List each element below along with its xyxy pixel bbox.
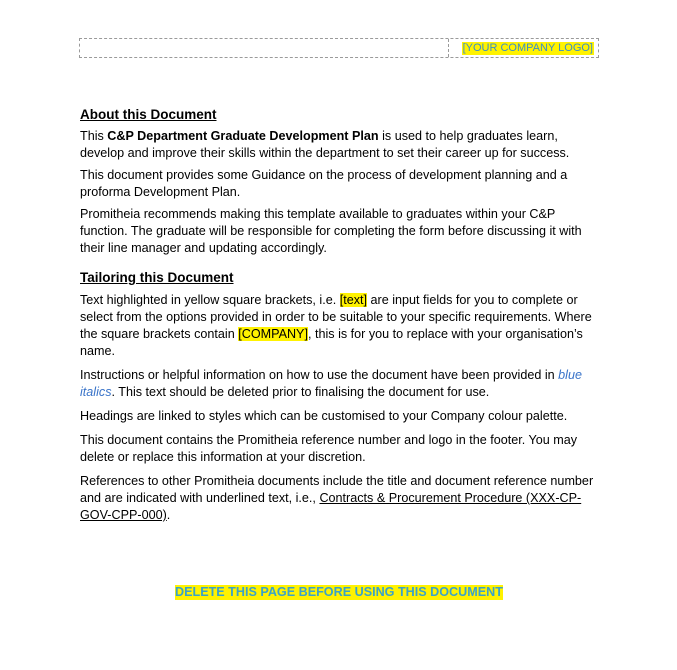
- tailoring-paragraph-1: [80, 292, 600, 360]
- tailoring-paragraph-2: [80, 367, 600, 401]
- about-paragraph-1: [80, 128, 600, 162]
- plan-title: C&P Department Graduate Development Plan: [107, 129, 379, 143]
- tailoring-paragraph-4: This document contains the Promitheia reference number and logo in the footer. You may delete or replace this information at your discretion.: [80, 433, 578, 464]
- tailoring-p1-c: , this is for you to replace with your organisation’s name.: [80, 327, 583, 358]
- tailoring-p2-b: . This text should be deleted prior to finalising the document for use.: [111, 385, 490, 399]
- tailoring-p1-b: are input fields for you to complete or select from the options provided in order to be suitable to your specific requirements. Where the square brackets contain: [80, 293, 592, 341]
- blue-italics-example: blue italics: [80, 368, 582, 399]
- delete-page-notice: DELETE THIS PAGE BEFORE USING THIS DOCUMENT: [175, 585, 503, 599]
- about-p1-prefix: This: [80, 129, 108, 143]
- about-paragraph-2: This document provides some Guidance on the process of development planning and a proforma Development Plan.: [80, 168, 568, 199]
- tailoring-p1-a: Text highlighted in yellow square brackets, i.e.: [80, 293, 340, 307]
- header-table: [79, 38, 599, 58]
- tailoring-paragraph-3: Headings are linked to styles which can be customised to your Company colour palette.: [80, 409, 568, 423]
- text-field-example[interactable]: [text]: [339, 293, 368, 307]
- tailoring-p5-a: References to other Promitheia documents include the title and document reference number and are indicated with underlined text, i.e.,: [80, 474, 594, 505]
- about-paragraph-3: Promitheia recommends making this template available to graduates within your C&P function. The graduate will be responsible for completing the form before discussing it with their line manager and updating accordingly.: [80, 207, 582, 255]
- header-cell-divider: [448, 39, 449, 57]
- about-p1-suffix: is used to help graduates learn, develop and improve their skills within the department to set their career up for success.: [80, 129, 570, 160]
- tailoring-paragraph-5: [80, 473, 600, 524]
- tailoring-p5-b: .: [166, 508, 171, 522]
- document-body: [80, 106, 600, 524]
- company-field-example[interactable]: [COMPANY]: [238, 327, 308, 341]
- about-heading: About this Document: [80, 107, 217, 122]
- tailoring-p2-a: Instructions or helpful information on how to use the document have been provided in: [80, 368, 559, 382]
- company-logo-placeholder[interactable]: [YOUR COMPANY LOGO]: [462, 42, 593, 54]
- tailoring-heading: Tailoring this Document: [80, 270, 234, 285]
- procedure-reference-link[interactable]: Contracts & Procurement Procedure (XXX-CP-GOV-CPP-000): [80, 491, 582, 522]
